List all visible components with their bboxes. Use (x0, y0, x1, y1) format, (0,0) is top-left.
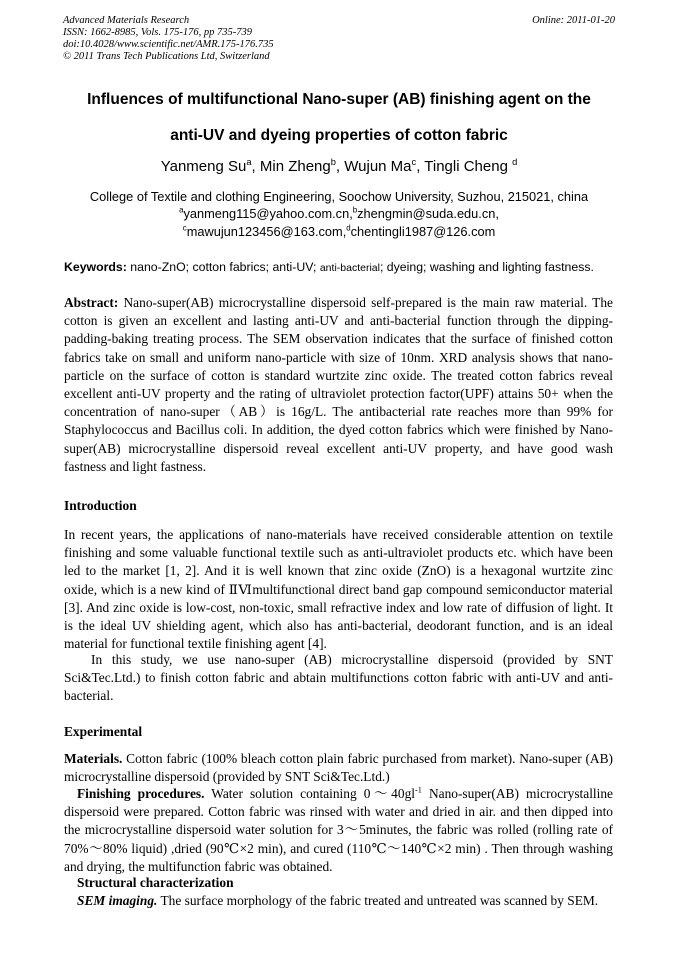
email-mark: c (182, 223, 187, 233)
abstract-paragraph (64, 294, 613, 476)
structural-heading: Structural characterization (77, 875, 234, 890)
email-a: yanmeng115@yahoo.com.cn, (183, 206, 353, 221)
author: Min Zheng (259, 158, 331, 175)
finishing-text: Nano-super(AB) microcrystalline dispersoid were prepared. Cotton fabric was rinsed with water and dried in air. and then dipped into the microcrystalline dispersoid water solution for 3～5minutes, the fabric was rolled (rolling rate of 70%～80% liquid) ,dried (90℃×2 min), and cured (110℃～140℃×2 min) . Then through washing and drying, the multifunction fabric was obtained. (64, 786, 614, 874)
introduction-paragraph-1: In recent years, the applications of nano-materials have received considerable attention on textile finishing and some valuable functional textile such as anti-ultraviolet products etc. which have been led to the market [1, 2]. And it is well known that zinc oxide (ZnO) is a hexagonal wurtzite zinc oxide, which is a new kind of ⅡⅥmultifunctional direct band gap compound semiconductor material [3]. And zinc oxide is low-cost, non-toxic, small refractive index and low rate of diffusion of light. It is the ideal UV shielding agent, which also has anti-bacterial, deodorant function, and is an ideal material for functional textile finishing agent [4]. (64, 527, 613, 652)
keywords-line (64, 260, 616, 274)
journal-name: Advanced Materials Research (63, 15, 190, 26)
email-mark: a (179, 205, 184, 215)
email-mark: d (346, 223, 351, 233)
materials-text: Cotton fabric (100% bleach cotton plain fabric purchased from market). Nano-super (AB) microcrystalline dispersoid (provided by SNT Sci&Tec.Ltd.) (64, 751, 613, 785)
email-mark: b (352, 205, 358, 215)
author-list (40, 158, 638, 175)
materials-paragraph (64, 750, 613, 786)
author-affil-mark: b (330, 157, 336, 167)
introduction-heading: Introduction (64, 498, 137, 513)
doi-line: doi:10.4028/www.scientific.net/AMR.175-176.735 (63, 39, 274, 50)
author-separator: , (251, 158, 260, 175)
sem-label: SEM imaging. (77, 893, 158, 908)
author-separator: , (335, 158, 345, 175)
email-d: chentingli1987@126.com (350, 224, 496, 239)
paper-title-line-2: anti-UV and dyeing properties of cotton fabric (170, 127, 508, 144)
author-affil-mark: a (246, 157, 252, 167)
author: Tingli Cheng (424, 158, 513, 175)
author-affil-mark: d (512, 157, 518, 167)
email-b: zhengmin@suda.edu.cn, (357, 206, 499, 221)
keywords-label: Keywords: (64, 260, 127, 274)
author: Wujun Ma (344, 158, 412, 175)
finishing-text: Water solution containing 0～40gl (204, 786, 415, 801)
running-header (63, 15, 617, 63)
author-separator: , (416, 158, 425, 175)
keywords-text: ; dyeing; washing and lighting fastness. (379, 260, 594, 274)
materials-label: Materials. (64, 751, 123, 766)
abstract-label: Abstract: (64, 295, 119, 310)
sem-paragraph (64, 892, 613, 910)
introduction-paragraph-2: In this study, we use nano-super (AB) microcrystalline dispersoid (provided by SNT Sci&Tec.Ltd.) to finish cotton fabric and abtain multifunctions cotton fabric with anti-UV and anti-bacterial. (64, 652, 613, 704)
abstract-text: Nano-super(AB) microcrystalline dispersoid self-prepared is the main raw material. The cotton is given an excellent and lasting anti-UV and anti-bacterial function through the dipping-padding-baking treating process. The SEM observation indicates that the surface of finished cotton fabrics take on small and uniform nano-particle with size of 10nm. XRD analysis shows that nano-particle on the surface of cotton is standard wurtzite zinc oxide. The treated cotton fabrics reveal excellent anti-UV property and the rating of ultraviolet protection factor(UPF) attains 50+ when the concentration of nano-super（AB）is 16g/L. The antibacterial rate reaches more than 99% for Staphylococcus and Bacillus coli. In addition, the dyed cotton fabrics which were finished by Nano-super(AB) microcrystalline dispersoid reveal excellent anti-UV property, and have good wash fastness and light fastness. (64, 295, 613, 474)
copyright-line: © 2011 Trans Tech Publications Ltd, Switzerland (63, 51, 270, 62)
author-affil-mark: c (411, 157, 417, 167)
finishing-label: Finishing procedures. (77, 786, 205, 801)
keywords-text-small: anti-bacterial (319, 262, 380, 274)
author: Yanmeng Su (160, 158, 247, 175)
paper-title-line-1: Influences of multifunctional Nano-super (AB) finishing agent on the (87, 91, 591, 108)
affiliation-emails-line-2 (40, 223, 638, 240)
email-c: mawujun123456@163.com, (186, 224, 347, 239)
online-date: Online: 2011-01-20 (532, 15, 615, 26)
sem-text: The surface morphology of the fabric treated and untreated was scanned by SEM. (157, 893, 599, 908)
affiliation-institution: College of Textile and clothing Engineering, Soochow University, Suzhou, 215021, china (89, 189, 589, 204)
keywords-text: nano-ZnO; cotton fabrics; anti-UV; (126, 260, 320, 274)
issn-line: ISSN: 1662-8985, Vols. 175-176, pp 735-739 (63, 27, 252, 38)
finishing-paragraph (64, 785, 613, 876)
unit-exponent: -1 (415, 785, 422, 795)
experimental-heading: Experimental (64, 724, 143, 739)
affiliation-emails-line-1 (40, 205, 638, 222)
